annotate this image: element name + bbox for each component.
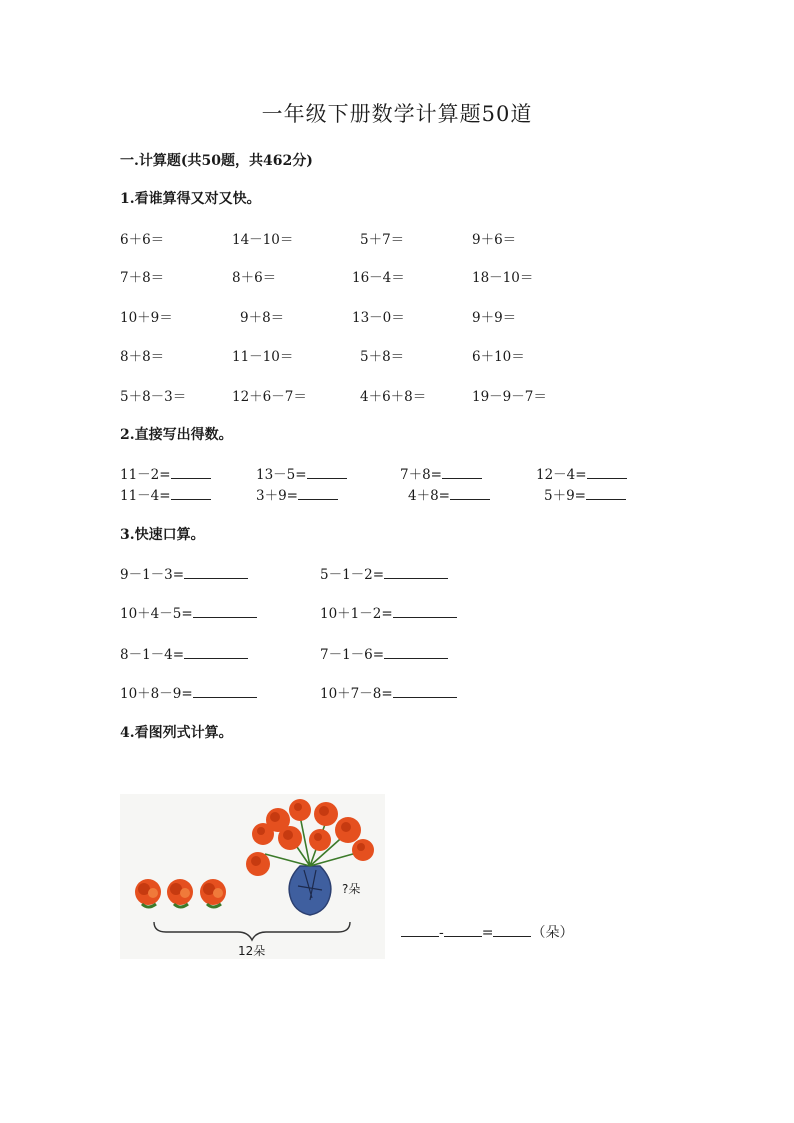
flowers-illustration: [120, 794, 385, 959]
answer-blank[interactable]: [401, 924, 439, 937]
q3-item: [320, 643, 448, 663]
answer-blank[interactable]: [384, 646, 448, 659]
q1-expression: 10＋9＝: [120, 310, 173, 326]
answer-blank[interactable]: [442, 466, 482, 479]
minus-sign: -: [439, 925, 444, 941]
q2-item: [536, 463, 627, 483]
q1-expression: 11－10＝: [232, 349, 294, 365]
answer-blank[interactable]: [193, 685, 257, 698]
q2-item: [120, 463, 211, 483]
flower-vase-picture: [120, 794, 385, 959]
q3-expression: 10＋4－5=: [120, 606, 193, 622]
answer-blank[interactable]: [450, 487, 490, 500]
q1-expression: 8＋6＝: [232, 270, 277, 286]
q1-expression: 13－0＝: [352, 310, 405, 326]
q1-title: 1.看谁算得又对又快。: [120, 191, 261, 207]
q2-item: [256, 484, 338, 504]
answer-blank[interactable]: [586, 487, 626, 500]
answer-blank[interactable]: [444, 924, 482, 937]
answer-blank[interactable]: [493, 924, 531, 937]
q1-expression: 8＋8＝: [120, 349, 165, 365]
answer-blank[interactable]: [587, 466, 627, 479]
answer-blank[interactable]: [307, 466, 347, 479]
q3-item: [120, 643, 248, 663]
q3-item: [120, 682, 257, 702]
q3-expression: 10＋1－2=: [320, 606, 393, 622]
rose-icon: [167, 879, 193, 907]
answer-blank[interactable]: [393, 685, 457, 698]
q3-expression: 10＋7－8=: [320, 686, 393, 702]
q3-expression: 8－1－4=: [120, 647, 185, 663]
q2-item: [544, 484, 626, 504]
unit-label: （朵）: [531, 925, 574, 941]
q3-item: [320, 563, 448, 583]
q2-item: [256, 463, 347, 483]
q2-item: [400, 463, 482, 483]
q1-expression: 5＋7＝: [360, 232, 405, 248]
q1-expression: 6＋10＝: [472, 349, 525, 365]
answer-blank[interactable]: [184, 646, 248, 659]
q3-expression: 9－1－3=: [120, 567, 185, 583]
q4-title: 4.看图列式计算。: [120, 725, 233, 741]
q1-expression: 9＋6＝: [472, 232, 517, 248]
question-count-label: ?朵: [342, 882, 361, 896]
q1-expression: 5＋8－3＝: [120, 389, 187, 405]
rose-icon: [135, 879, 161, 907]
q2-expression: 3＋9=: [256, 488, 298, 504]
q2-expression: 7＋8=: [400, 467, 442, 483]
q1-expression: 19－9－7＝: [472, 389, 547, 405]
total-count-label: 12朵: [238, 944, 266, 958]
q2-expression: 12－4=: [536, 467, 587, 483]
q1-expression: 9＋9＝: [472, 310, 517, 326]
q2-expression: 11－4=: [120, 488, 171, 504]
q1-expression: 14－10＝: [232, 232, 294, 248]
q1-expression: 6＋6＝: [120, 232, 165, 248]
q1-expression: 9＋8＝: [240, 310, 285, 326]
q3-expression: 10＋8－9=: [120, 686, 193, 702]
q2-title: 2.直接写出得数。: [120, 427, 233, 443]
q3-item: [320, 682, 457, 702]
page-title: 一年级下册数学计算题50道: [261, 102, 533, 126]
answer-blank[interactable]: [193, 605, 257, 618]
q2-expression: 5＋9=: [544, 488, 586, 504]
q3-title: 3.快速口算。: [120, 527, 205, 543]
q3-expression: 5－1－2=: [320, 567, 385, 583]
answer-blank[interactable]: [393, 605, 457, 618]
answer-blank[interactable]: [384, 566, 448, 579]
rose-icon: [200, 879, 226, 907]
q4-answer-line: [401, 922, 573, 942]
q1-expression: 4＋6＋8＝: [360, 389, 427, 405]
q1-expression: 18－10＝: [472, 270, 534, 286]
q2-expression: 13－5=: [256, 467, 307, 483]
q3-item: [120, 563, 248, 583]
q2-item: [120, 484, 211, 504]
q2-item: [408, 484, 490, 504]
q1-expression: 16－4＝: [352, 270, 405, 286]
answer-blank[interactable]: [171, 466, 211, 479]
q1-expression: 12＋6－7＝: [232, 389, 307, 405]
equals-sign: =: [481, 925, 494, 941]
q3-expression: 7－1－6=: [320, 647, 385, 663]
answer-blank[interactable]: [298, 487, 338, 500]
brace-shape: [154, 922, 350, 940]
answer-blank[interactable]: [171, 487, 211, 500]
q3-item: [120, 602, 257, 622]
section-header: 一.计算题(共50题，共462分): [120, 153, 313, 169]
q1-expression: 7＋8＝: [120, 270, 165, 286]
q1-expression: 5＋8＝: [360, 349, 405, 365]
answer-blank[interactable]: [184, 566, 248, 579]
q3-item: [320, 602, 457, 622]
q2-expression: 11－2=: [120, 467, 171, 483]
q2-expression: 4＋8=: [408, 488, 450, 504]
